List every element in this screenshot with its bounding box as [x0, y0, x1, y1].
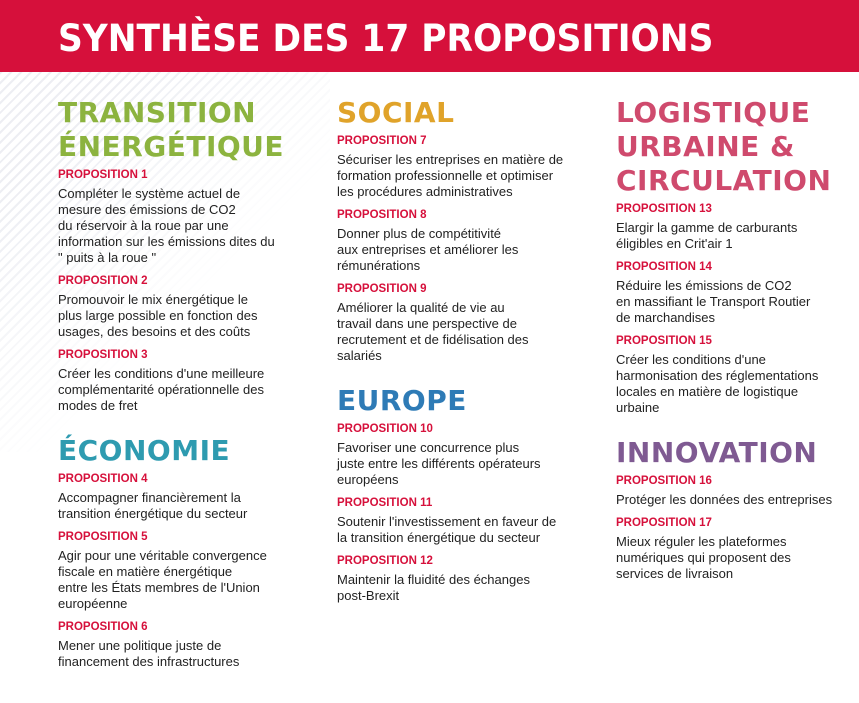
proposition-label: PROPOSITION 17	[616, 517, 712, 529]
proposition-text: Accompagner financièrement la transition énergétique du secteur	[58, 490, 248, 521]
header-banner	[0, 0, 859, 72]
section-title: SOCIAL	[337, 96, 455, 129]
proposition-label: PROPOSITION 4	[58, 473, 148, 485]
proposition-label: PROPOSITION 2	[58, 275, 148, 287]
proposition-label: PROPOSITION 1	[58, 169, 148, 181]
column-1	[58, 96, 308, 670]
section-title: INNOVATION	[616, 436, 818, 469]
proposition-text: Donner plus de compétitivité aux entreprises et améliorer les rémunérations	[337, 226, 519, 273]
section-title: LOGISTIQUE URBAINE & CIRCULATION	[616, 96, 832, 197]
proposition-text: Créer les conditions d'une harmonisation des réglementations locales en matière de logistique urbaine	[616, 352, 819, 415]
proposition-label: PROPOSITION 8	[337, 209, 427, 221]
proposition-text: Agir pour une véritable convergence fiscale en matière énergétique entre les États membres de l'Union européenne	[58, 548, 267, 611]
proposition-text: Créer les conditions d'une meilleure complémentarité opérationnelle des modes de fret	[58, 366, 265, 413]
section-social	[337, 96, 587, 364]
proposition-text: Maintenir la fluidité des échanges post-Brexit	[337, 572, 530, 603]
proposition-label: PROPOSITION 16	[616, 475, 712, 487]
page-title: SYNTHÈSE DES 17 PROPOSITIONS	[58, 17, 714, 60]
column-2	[337, 96, 587, 604]
section-economie	[58, 434, 308, 670]
proposition-text: Réduire les émissions de CO2 en massifiant le Transport Routier de marchandises	[616, 278, 811, 325]
proposition-text: Protéger les données des entreprises	[616, 492, 833, 507]
section-title: TRANSITION ÉNERGÉTIQUE	[58, 96, 285, 163]
section-innovation	[616, 436, 852, 582]
proposition-text: Mener une politique juste de financement des infrastructures	[58, 638, 240, 669]
section-logistique-urbaine	[616, 96, 852, 416]
proposition-text: Améliorer la qualité de vie au travail dans une perspective de recrutement et de fidélisation des salariés	[337, 300, 529, 363]
proposition-text: Sécuriser les entreprises en matière de formation professionnelle et optimiser les procédures administratives	[337, 152, 564, 199]
proposition-label: PROPOSITION 5	[58, 531, 148, 543]
proposition-text: Compléter le système actuel de mesure des émissions de CO2 du réservoir à la roue par une information sur les émissions dites du " puits à la roue "	[58, 186, 275, 265]
column-3	[616, 96, 852, 582]
section-transition-energetique	[58, 96, 308, 414]
proposition-text: Mieux réguler les plateformes numériques qui proposent des services de livraison	[616, 534, 791, 581]
section-europe	[337, 384, 587, 604]
proposition-label: PROPOSITION 9	[337, 283, 427, 295]
proposition-label: PROPOSITION 14	[616, 261, 712, 273]
section-title: ÉCONOMIE	[58, 434, 231, 467]
proposition-label: PROPOSITION 15	[616, 335, 712, 347]
proposition-text: Promouvoir le mix énergétique le plus large possible en fonction des usages, des besoins et des coûts	[58, 292, 258, 339]
proposition-label: PROPOSITION 12	[337, 555, 433, 567]
section-title: EUROPE	[337, 384, 467, 417]
proposition-label: PROPOSITION 13	[616, 203, 712, 215]
proposition-label: PROPOSITION 6	[58, 621, 148, 633]
proposition-label: PROPOSITION 11	[337, 497, 433, 509]
proposition-label: PROPOSITION 10	[337, 423, 433, 435]
proposition-label: PROPOSITION 7	[337, 135, 427, 147]
proposition-text: Elargir la gamme de carburants éligibles en Crit'air 1	[616, 220, 798, 251]
proposition-text: Soutenir l'investissement en faveur de la transition énergétique du secteur	[337, 514, 557, 545]
proposition-text: Favoriser une concurrence plus juste entre les différents opérateurs européens	[337, 440, 541, 487]
proposition-label: PROPOSITION 3	[58, 349, 148, 361]
